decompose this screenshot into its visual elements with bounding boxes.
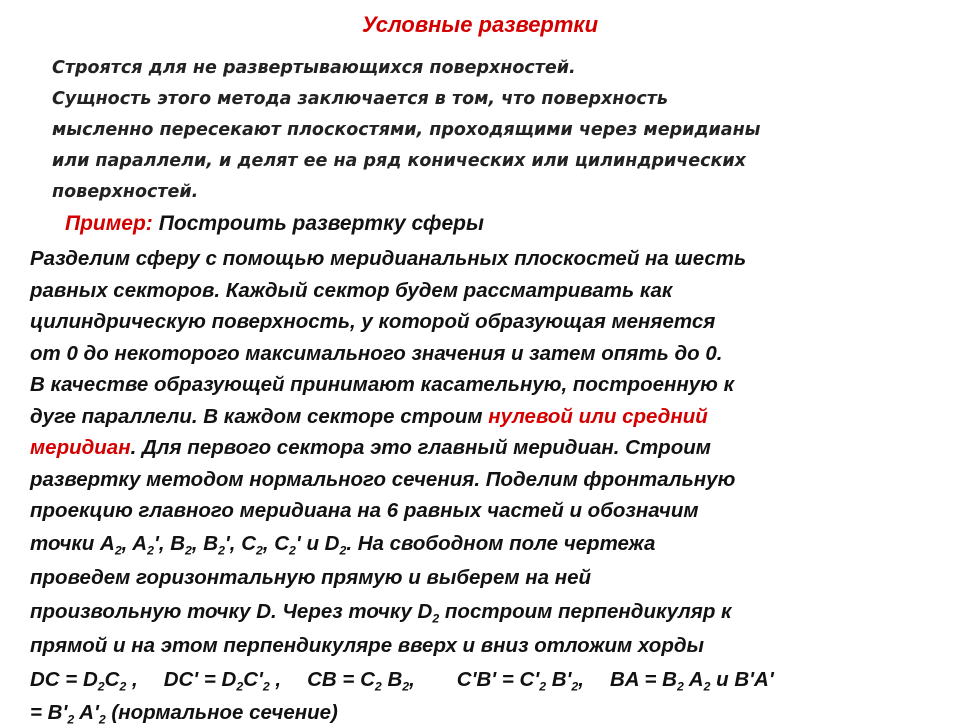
body-text: дуге параллели. В каждом секторе строим bbox=[30, 405, 488, 428]
intro-line: мысленно пересекают плоскостями, проходящими через меридианы bbox=[52, 115, 882, 146]
body-line: проведем горизонтальную прямую и выберем на ней bbox=[30, 561, 960, 595]
body-line: проекцию главного меридиана на 6 равных частей и обозначим bbox=[30, 495, 960, 527]
body-line: В качестве образующей принимают касательную, построенную к bbox=[30, 369, 960, 401]
body-line bbox=[30, 401, 960, 433]
body-line: равных секторов. Каждый сектор будем рассматривать как bbox=[30, 275, 960, 307]
example-text: Построить развертку сферы bbox=[159, 212, 484, 235]
intro-line: или параллели, и делят ее на ряд конических или цилиндрических bbox=[52, 146, 882, 177]
example-label: Пример: bbox=[65, 212, 153, 235]
slide-title: Условные развертки bbox=[0, 12, 960, 38]
chords-line: = $B'_2$ $A'_2$ (нормальное сечение) bbox=[30, 697, 960, 728]
body-line bbox=[30, 432, 960, 464]
intro-line: поверхностей. bbox=[52, 177, 882, 208]
intro-line: Сущность этого метода заключается в том, что поверхность bbox=[52, 84, 882, 115]
body-line: от 0 до некоторого максимального значения и затем опять до 0. bbox=[30, 338, 960, 370]
chords-line: DC = $D_2C_2$ , $DC' = D_2C'_2$ , CB = $C_2$ $B_2$, $C'B' = C'_2$ $B'_2$, BA = $B_2$ $A_2$ и B'A' bbox=[30, 663, 960, 697]
main-text bbox=[30, 243, 960, 728]
points-line: точки $A_2$, $A_2'$, $B_2$, $B_2'$, $C_2$, $C_2'$ и $D_2$. На свободном поле чертежа bbox=[30, 527, 960, 561]
body-text: . Для первого сектора это главный меридиан. Строим bbox=[131, 436, 711, 459]
example-heading bbox=[65, 212, 484, 236]
highlight-text: нулевой или средний bbox=[488, 405, 707, 428]
highlight-text: меридиан bbox=[30, 436, 131, 459]
intro-paragraph bbox=[52, 53, 882, 208]
body-line: прямой и на этом перпендикуляре вверх и вниз отложим хорды bbox=[30, 629, 960, 663]
body-line: Разделим сферу с помощью меридианальных плоскостей на шесть bbox=[30, 243, 960, 275]
body-line: цилиндрическую поверхность, у которой образующая меняется bbox=[30, 306, 960, 338]
body-line: развертку методом нормального сечения. Поделим фронтальную bbox=[30, 464, 960, 496]
body-line: произвольную точку D. Через точку $D_2$ построим перпендикуляр к bbox=[30, 595, 960, 629]
intro-line: Строятся для не развертывающихся поверхностей. bbox=[52, 53, 882, 84]
